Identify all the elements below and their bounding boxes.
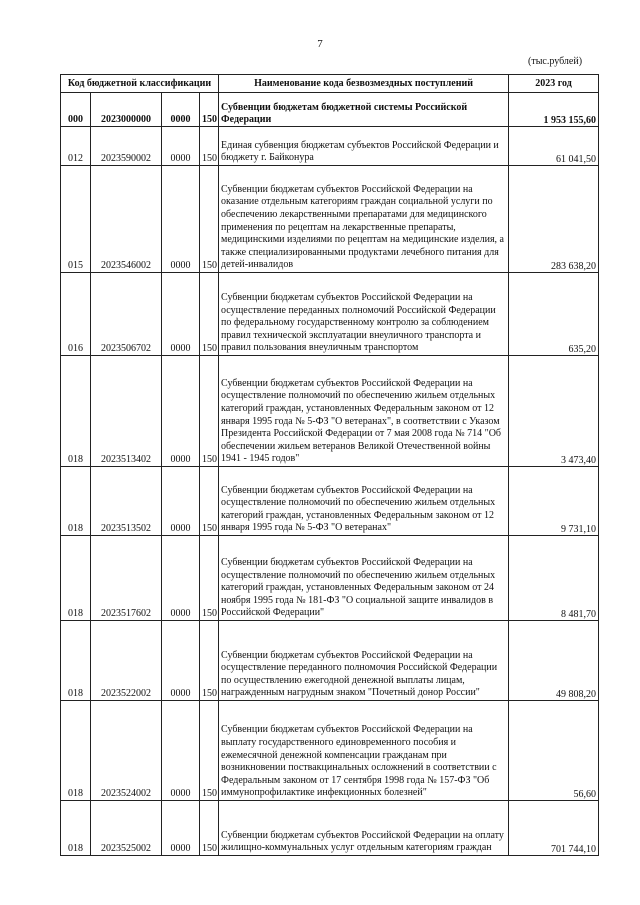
row-name: Субвенции бюджетам субъектов Российской Федерации на осуществление полномочий по обеспечению жильем отдельных категорий граждан, установленных Федеральным законом от 12 января 1995 года № 5-ФЗ "О ветеранах": [219, 467, 509, 536]
row-amount: 56,60: [509, 701, 599, 801]
code-type: 2023590002: [91, 127, 162, 166]
row-amount: 3 473,40: [509, 356, 599, 467]
row-amount: 8 481,70: [509, 536, 599, 621]
code-economic: 150: [200, 93, 219, 127]
code-type: 2023546002: [91, 166, 162, 273]
code-admin: 018: [61, 467, 91, 536]
code-admin: 000: [61, 93, 91, 127]
row-name: Субвенции бюджетам субъектов Российской Федерации на осуществление полномочий по обеспечению жильем отдельных категорий граждан, установленных Федеральным законом от 24 ноября 1995 года № 181-ФЗ "О социальной защите инвалидов в Российской Федерации": [219, 536, 509, 621]
code-type: 2023525002: [91, 801, 162, 856]
table-row: [61, 701, 599, 801]
code-program: 0000: [162, 93, 200, 127]
code-program: 0000: [162, 166, 200, 273]
row-amount: 61 041,50: [509, 127, 599, 166]
code-admin: 016: [61, 273, 91, 356]
row-name: Субвенции бюджетам субъектов Российской Федерации на осуществление переданного полномочия Российской Федерации по осуществлению ежегодной денежной выплаты лицам, награжденным нагрудным знаком "Почетный донор России": [219, 621, 509, 701]
header-name: Наименование кода безвозмездных поступлений: [219, 75, 509, 93]
code-program: 0000: [162, 701, 200, 801]
table-row: [61, 93, 599, 127]
code-economic: 150: [200, 127, 219, 166]
code-economic: 150: [200, 166, 219, 273]
code-program: 0000: [162, 621, 200, 701]
page-number: 7: [317, 38, 323, 50]
row-amount: 635,20: [509, 273, 599, 356]
row-amount: 49 808,20: [509, 621, 599, 701]
table-row: [61, 356, 599, 467]
code-type: 2023517602: [91, 536, 162, 621]
code-type: 2023506702: [91, 273, 162, 356]
code-program: 0000: [162, 801, 200, 856]
code-economic: 150: [200, 621, 219, 701]
code-economic: 150: [200, 467, 219, 536]
code-program: 0000: [162, 356, 200, 467]
table-header-row: [61, 75, 599, 93]
code-type: 2023513402: [91, 356, 162, 467]
code-admin: 018: [61, 356, 91, 467]
table-row: [61, 801, 599, 856]
table-row: [61, 127, 599, 166]
row-amount: 701 744,10: [509, 801, 599, 856]
table-row: [61, 166, 599, 273]
units-label: (тыс.рублей): [528, 56, 583, 67]
code-type: 2023524002: [91, 701, 162, 801]
code-admin: 018: [61, 701, 91, 801]
row-amount: 283 638,20: [509, 166, 599, 273]
code-economic: 150: [200, 536, 219, 621]
row-amount: 9 731,10: [509, 467, 599, 536]
row-name: Субвенции бюджетам субъектов Российской Федерации на осуществление переданных полномочий Российской Федерации по федеральному государственному контролю за соблюдением правил технической эксплуатации внеуличного транспорта и правил пользования внеуличным транспортом: [219, 273, 509, 356]
table-row: [61, 536, 599, 621]
code-admin: 012: [61, 127, 91, 166]
code-program: 0000: [162, 273, 200, 356]
row-amount: 1 953 155,60: [509, 93, 599, 127]
row-name: Субвенции бюджетам субъектов Российской Федерации на выплату государственного единовременного пособия и ежемесячной денежной компенсации гражданам при возникновении поствакцинальных осложнений в соответствии с Федеральным законом от 17 сентября 1998 года № 157-ФЗ "Об иммунопрофилактике инфекционных болезней": [219, 701, 509, 801]
row-name: Единая субвенция бюджетам субъектов Российской Федерации и бюджету г. Байконура: [219, 127, 509, 166]
code-program: 0000: [162, 127, 200, 166]
table-row: [61, 621, 599, 701]
code-economic: 150: [200, 801, 219, 856]
code-admin: 018: [61, 536, 91, 621]
code-type: 2023522002: [91, 621, 162, 701]
table-row: [61, 467, 599, 536]
row-name: Субвенции бюджетам бюджетной системы Российской Федерации: [219, 93, 509, 127]
code-admin: 018: [61, 801, 91, 856]
code-economic: 150: [200, 273, 219, 356]
header-code: Код бюджетной классификации: [61, 75, 219, 93]
header-year: 2023 год: [509, 75, 599, 93]
code-program: 0000: [162, 536, 200, 621]
code-economic: 150: [200, 356, 219, 467]
code-admin: 015: [61, 166, 91, 273]
budget-revenue-table: [60, 74, 599, 856]
row-name: Субвенции бюджетам субъектов Российской Федерации на оказание отдельным категориям граждан социальной услуги по обеспечению лекарственными препаратами для медицинского применения по рецептам на лекарственные препараты, медицинскими изделиями по рецептам на медицинские изделия, а также специализированными продуктами лечебного питания для детей-инвалидов: [219, 166, 509, 273]
code-admin: 018: [61, 621, 91, 701]
code-program: 0000: [162, 467, 200, 536]
code-type: 2023000000: [91, 93, 162, 127]
code-economic: 150: [200, 701, 219, 801]
row-name: Субвенции бюджетам субъектов Российской Федерации на осуществление полномочий по обеспечению жильем отдельных категорий граждан, установленных Федеральным законом от 12 января 1995 года № 5-ФЗ "О ветеранах", в соответствии с Указом Президента Российской Федерации от 7 мая 2008 года № 714 "Об обеспечении жильем ветеранов Великой Отечественной войны 1941 - 1945 годов": [219, 356, 509, 467]
code-type: 2023513502: [91, 467, 162, 536]
row-name: Субвенции бюджетам субъектов Российской Федерации на оплату жилищно-коммунальных услуг отдельным категориям граждан: [219, 801, 509, 856]
table-row: [61, 273, 599, 356]
